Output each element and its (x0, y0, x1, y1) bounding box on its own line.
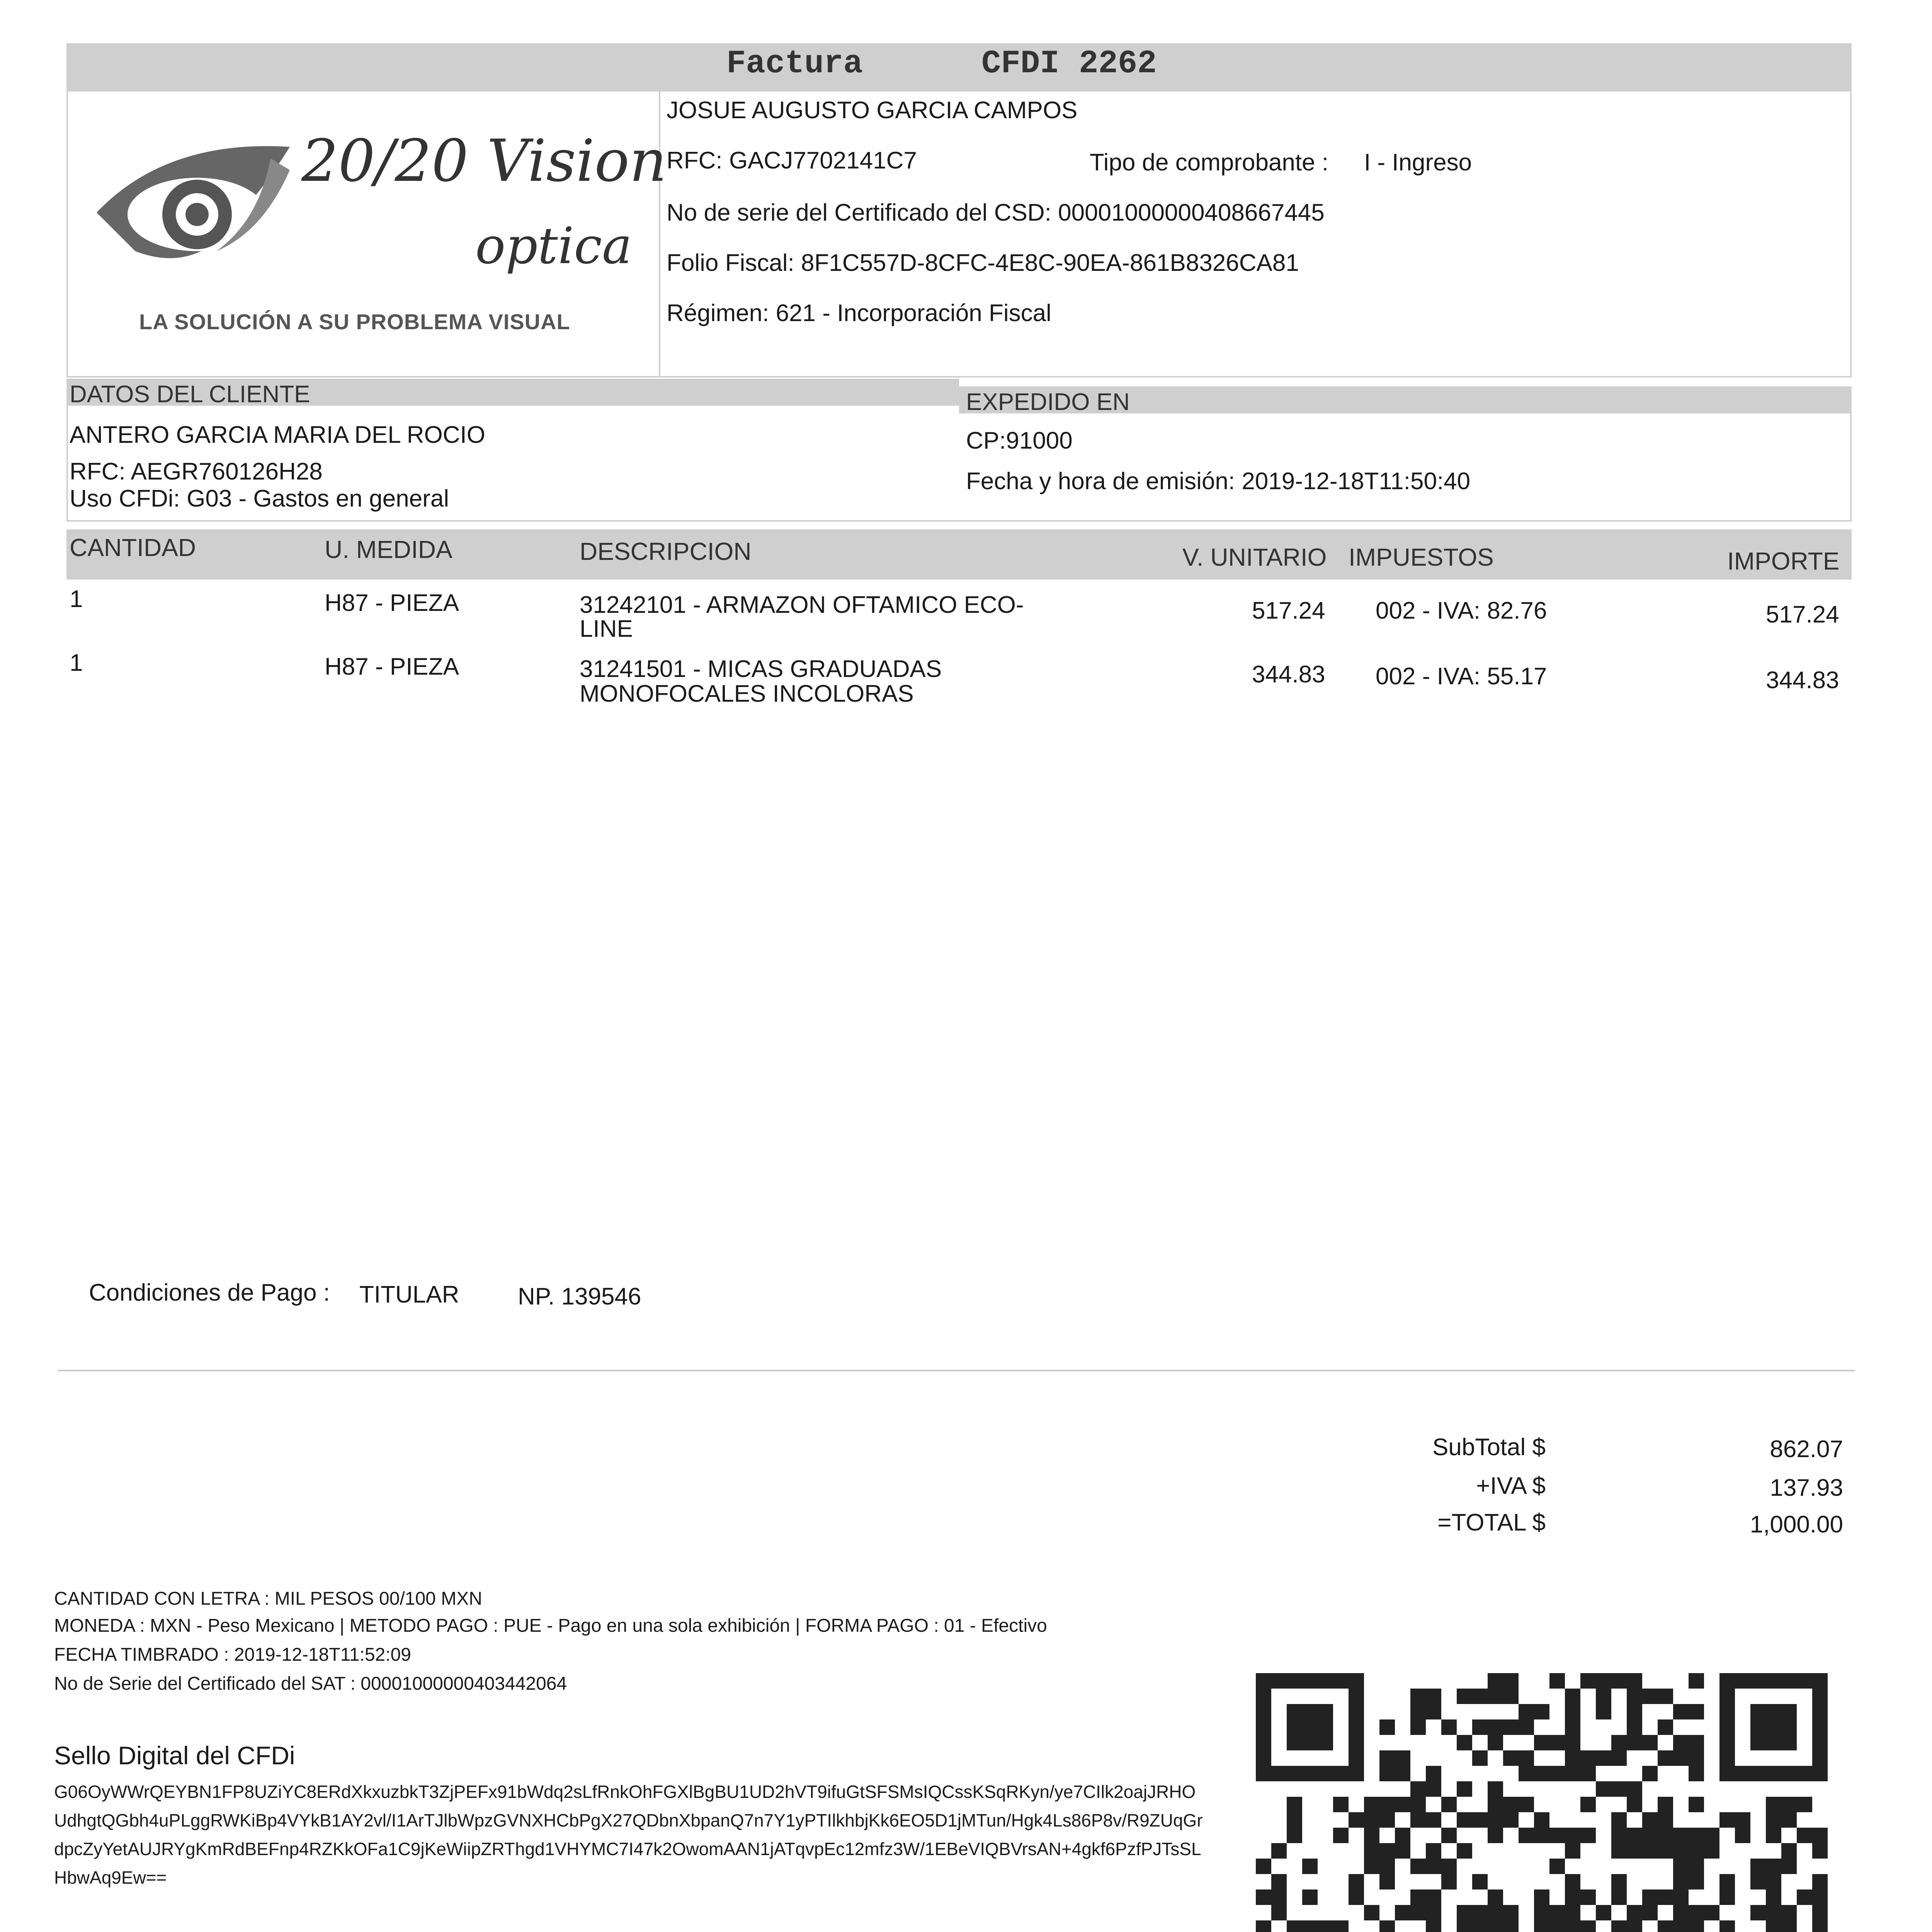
tipo-comprobante-value: I - Ingreso (1364, 149, 1472, 176)
total-value: 1,000.00 (1750, 1511, 1843, 1538)
title-bar (66, 43, 1852, 92)
item-2-unidad: H87 - PIEZA (325, 653, 459, 680)
client-name: ANTERO GARCIA MARIA DEL ROCIO (70, 422, 486, 448)
cantidad-con-letra: CANTIDAD CON LETRA : MIL PESOS 00/100 MXN (54, 1588, 482, 1609)
subtotal-value: 862.07 (1770, 1436, 1843, 1463)
logo-brand: 20/20 Vision (301, 128, 667, 195)
iva-label: +IVA $ (1476, 1473, 1546, 1499)
expedido-fecha: Fecha y hora de emisión: 2019-12-18T11:50:40 (966, 468, 1471, 495)
item-2-importe: 344.83 (1766, 667, 1839, 694)
col-v-unitario: V. UNITARIO (1182, 543, 1327, 571)
client-section-label: DATOS DEL CLIENTE (70, 381, 310, 408)
item-1-descripcion (580, 593, 1024, 641)
item-1-descripcion-line1: 31242101 - ARMAZON OFTAMICO ECO- (580, 592, 1024, 618)
issuer-serie-csd: No de serie del Certificado del CSD: 00001000000408667445 (667, 199, 1325, 226)
client-uso-cfdi: Uso CFDi: G03 - Gastos en general (70, 485, 449, 512)
item-2-descripcion-line2: MONOFOCALES INCOLORAS (580, 680, 914, 707)
folio-fiscal: Folio Fiscal: 8F1C557D-8CFC-4E8C-90EA-861B8326CA81 (667, 250, 1299, 276)
col-cantidad: CANTIDAD (70, 534, 196, 561)
numero-pedido: NP. 139546 (518, 1283, 641, 1310)
condiciones-pago-label: Condiciones de Pago : (89, 1279, 330, 1306)
iva-value: 137.93 (1770, 1475, 1843, 1501)
item-1-descripcion-line2: LINE (580, 616, 633, 642)
item-1-unidad: H87 - PIEZA (325, 590, 459, 616)
item-2-v-unitario: 344.83 (1252, 661, 1325, 688)
col-descripcion: DESCRIPCION (580, 537, 752, 565)
logo-subbrand: optica (475, 216, 632, 275)
serie-certificado-sat: No de Serie del Certificado del SAT : 00001000000403442064 (54, 1673, 567, 1694)
moneda-metodo-forma: MONEDA : MXN - Peso Mexicano | METODO PAGO : PUE - Pago en una sola exhibición | FORMA PAGO : 01 - Efectivo (54, 1616, 1047, 1636)
item-2-impuestos: 002 - IVA: 55.17 (1376, 663, 1547, 690)
item-2-descripcion (580, 657, 942, 706)
cfdi-number: CFDI 2262 (981, 46, 1157, 82)
qr-code-icon (1256, 1673, 1828, 1932)
issuer-name: JOSUE AUGUSTO GARCIA CAMPOS (667, 97, 1078, 124)
item-1-importe: 517.24 (1766, 601, 1839, 628)
item-1-v-unitario: 517.24 (1252, 597, 1325, 624)
sello-cfdi-value: G06OyWWrQEYBN1FP8UZiYC8ERdXkxuzbkT3ZjPEFx91bWdq2sLfRnkOhFGXlBgBU1UD2hVT9ifuGtSFSMsIQCssKSqRKyn/ye7CIlk2oajJRHOUdhgtQGbh4uPLggRWKiBp4VYkB1AY2vl/I1ArTJlbWpzGVNXHCbPgX27QDbnXbpanQ7n7Y1yPTIlkhbjKk6EO5D1jMTun/Hgk4Ls86P8v/R9ZUqGrdpcZyYetAUJRYgKmRdBEFnp4RZKkOFa1C9jKeWiipZRThgd1VHYMC7I47k2OwomAAN1jATqvpEc12mfz3W/1EBeVIQBVrsAN+4gkf6PzfPJTsSLHbwAq9Ew== (54, 1782, 1203, 1888)
total-label: =TOTAL $ (1437, 1509, 1546, 1536)
item-1-cantidad: 1 (70, 586, 83, 612)
document-type: Factura (726, 46, 863, 82)
condiciones-pago-value: TITULAR (359, 1281, 459, 1308)
client-rfc: RFC: AEGR760126H28 (70, 458, 323, 485)
tipo-comprobante-label: Tipo de comprobante : (1090, 149, 1329, 176)
expedido-section-label: EXPEDIDO EN (966, 389, 1130, 415)
expedido-cp: CP:91000 (966, 427, 1073, 454)
eye-logo-icon (89, 124, 305, 286)
sello-cfdi-title: Sello Digital del CFDi (54, 1741, 295, 1770)
item-2-descripcion-line1: 31241501 - MICAS GRADUADAS (580, 656, 942, 682)
issuer-rfc: RFC: GACJ7702141C7 (667, 147, 917, 174)
logo-tagline: LA SOLUCIÓN A SU PROBLEMA VISUAL (139, 310, 570, 334)
separator-rule (58, 1370, 1855, 1371)
issuer-regimen: Régimen: 621 - Incorporación Fiscal (667, 300, 1051, 327)
item-2-cantidad: 1 (70, 650, 83, 676)
fecha-timbrado: FECHA TIMBRADO : 2019-12-18T11:52:09 (54, 1645, 411, 1665)
subtotal-label: SubTotal $ (1432, 1434, 1546, 1461)
item-1-impuestos: 002 - IVA: 82.76 (1376, 597, 1547, 624)
col-impuestos: IMPUESTOS (1349, 543, 1494, 571)
col-unidad: U. MEDIDA (325, 536, 452, 563)
col-importe: IMPORTE (1727, 547, 1840, 575)
